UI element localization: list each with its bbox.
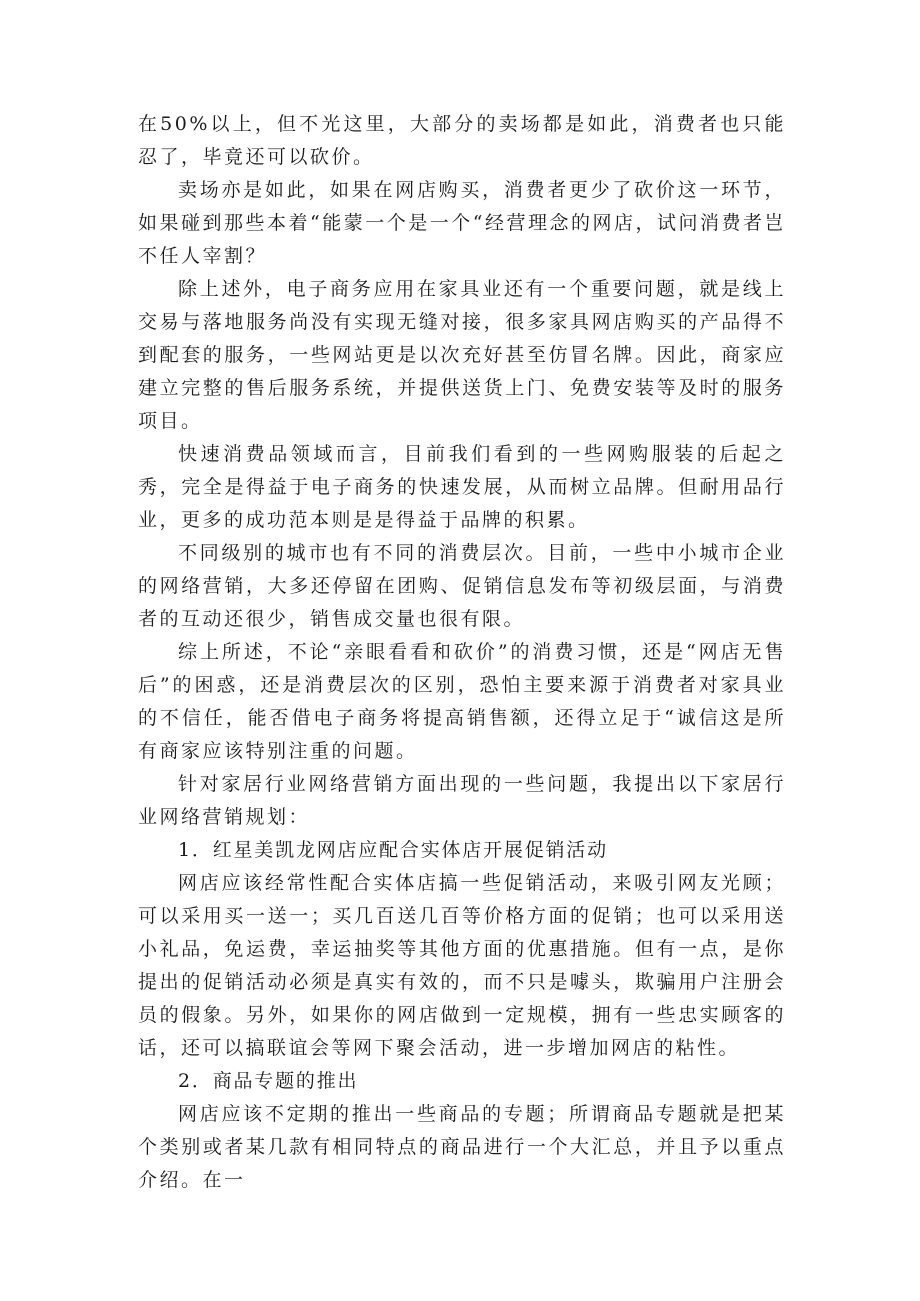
paragraph-2: 卖场亦是如此，如果在网店购买，消费者更少了砍价这一环节，如果碰到那些本着“能蒙一个是一个“经营理念的网店，试问消费者岂不任人宰割？ <box>138 179 786 267</box>
paragraph-3: 除上述外，电子商务应用在家具业还有一个重要问题，就是线上交易与落地服务尚没有实现无缝对接，很多家具网店购买的产品得不到配套的服务，一些网站更是以次充好甚至仿冒名牌。因此，商家应建立完整的售后服务系统，并提供送货上门、免费安装等及时的服务项目。 <box>138 278 786 432</box>
section-heading-2: 2．商品专题的推出 <box>178 1070 359 1092</box>
paragraph-8: 网店应该经常性配合实体店搞一些促销活动，来吸引网友光顾；可以采用买一送一；买几百送几百等价格方面的促销；也可以采用送小礼品，免运费，幸运抽奖等其他方面的优惠措施。但有一点，是你提出的促销活动必须是真实有效的，而不只是噱头，欺骗用户注册会员的假象。另外，如果你的网店做到一定规模，拥有一些忠实顾客的话，还可以搞联谊会等网下聚会活动，进一步增加网店的粘性。 <box>138 872 786 1059</box>
paragraph-4: 快速消费品领域而言，目前我们看到的一些网购服装的后起之秀，完全是得益于电子商务的快速发展，从而树立品牌。但耐用品行业，更多的成功范本则是是得益于品牌的积累。 <box>138 443 786 531</box>
paragraph-1: 在50%以上，但不光这里，大部分的卖场都是如此，消费者也只能忍了，毕竟还可以砍价。 <box>138 113 786 168</box>
paragraph-7: 针对家居行业网络营销方面出现的一些问题，我提出以下家居行业网络营销规划： <box>138 773 786 828</box>
paragraph-9: 网店应该不定期的推出一些商品的专题；所谓商品专题就是把某个类别或者某几款有相同特点的商品进行一个大汇总，并且予以重点介绍。在一 <box>138 1103 786 1191</box>
paragraph-6: 综上所述，不论“亲眼看看和砍价”的消费习惯，还是“网店无售后”的困惑，还是消费层次的区别，恐怕主要来源于消费者对家具业的不信任，能否借电子商务将提高销售额，还得立足于“诚信这是所有商家应该特别注重的问题。 <box>138 641 786 762</box>
section-heading-1: 1．红星美凯龙网店应配合实体店开展促销活动 <box>178 839 608 861</box>
document-body <box>138 108 786 1197</box>
paragraph-5: 不同级别的城市也有不同的消费层次。目前，一些中小城市企业的网络营销，大多还停留在团购、促销信息发布等初级层面，与消费者的互动还很少，销售成交量也很有限。 <box>138 542 786 630</box>
